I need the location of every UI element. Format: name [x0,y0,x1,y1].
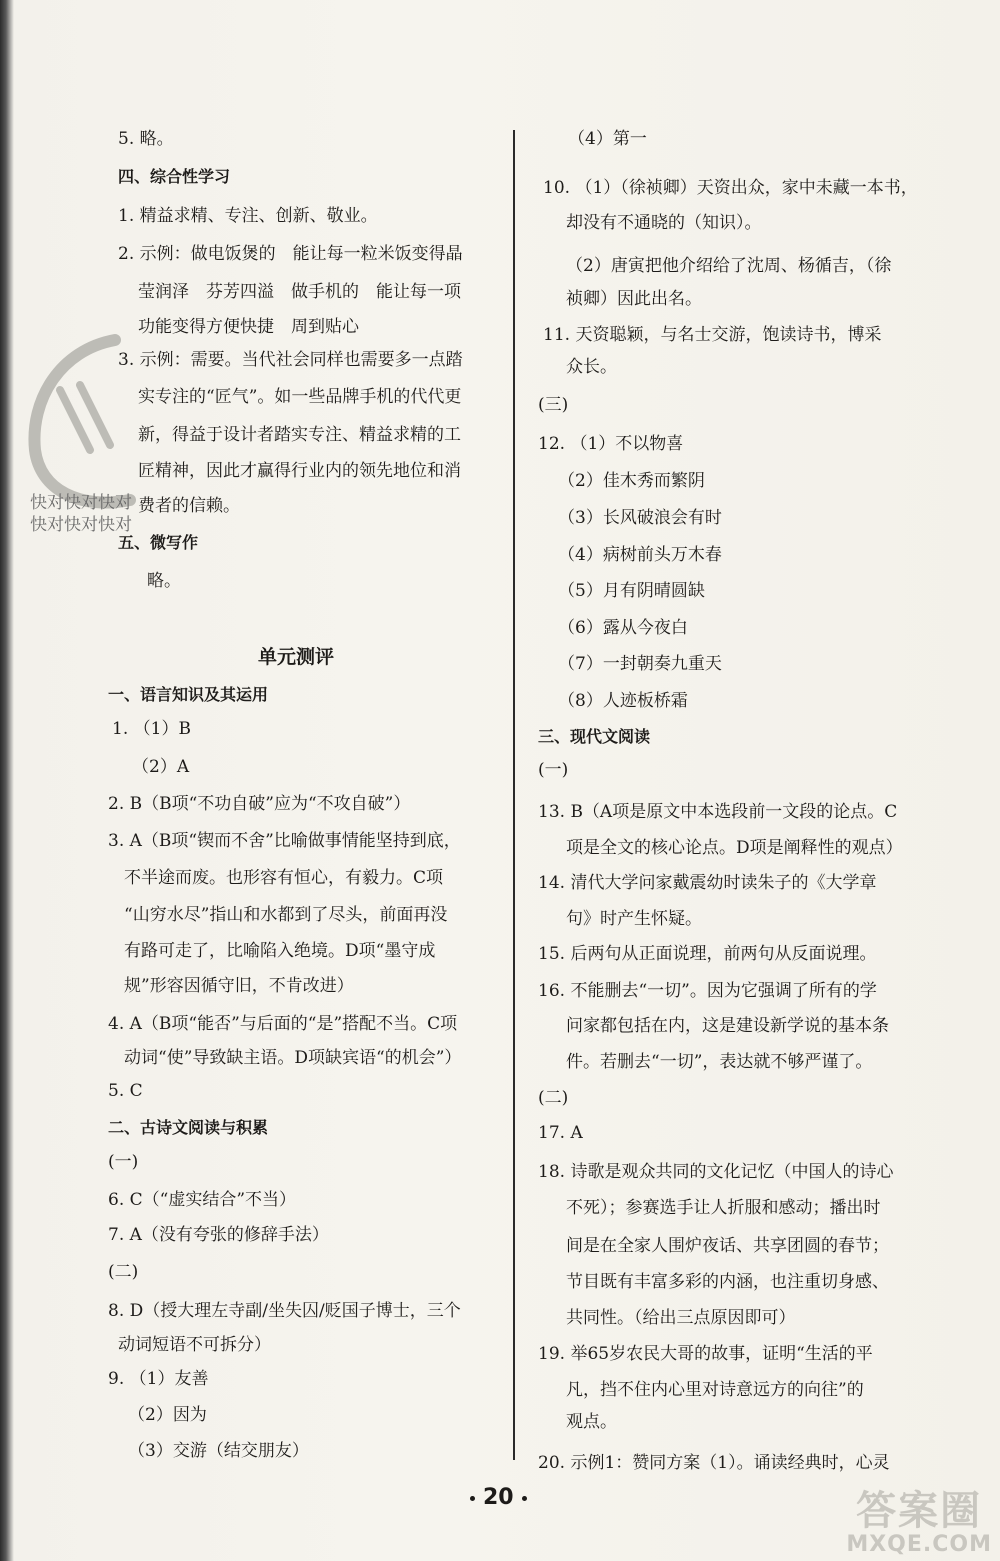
answer-line: 莹润泽 芬芳四溢 做手机的 能让每一项 [138,282,461,302]
answer-line: 动词“使”导致缺主语。D项缺宾语“的机会”） [124,1048,462,1068]
answer-line: 祯卿）因此出名。 [566,289,702,309]
answer-line: （3）长风破浪会有时 [558,508,722,528]
answer-line: 16. 不能删去“一切”。因为它强调了所有的学 [538,981,877,1001]
answer-line: 节目既有丰富多彩的内涵，也注重切身感、 [566,1272,889,1292]
answer-line: （2）A [132,757,190,777]
answer-line: 1. 精益求精、专注、创新、敬业。 [118,206,378,226]
page-number-text: 20 [483,1485,514,1510]
answer-line: 项是全文的核心论点。D项是阐释性的观点） [566,838,903,858]
answer-line: 19. 举65岁农民大哥的故事，证明“生活的平 [538,1344,873,1364]
answer-line: 规”形容因循守旧，不肯改进） [124,976,354,996]
answer-line: 匠精神，因此才赢得行业内的领先地位和消 [138,461,461,481]
answer-line: 3. A（B项“锲而不舍”比喻做事情能坚持到底， [108,831,461,851]
answer-line: 6. C（“虚实结合”不当） [108,1190,297,1210]
answer-line: 实专注的“匠气”。如一些品牌手机的代代更 [138,387,462,407]
section-heading: 四、综合性学习 [118,167,231,186]
answer-line: （6）露从今夜白 [558,618,688,638]
answer-line: 间是在全家人围炉夜话、共享团圆的春节； [566,1236,889,1256]
answer-line: 件。若删去“一切”，表达就不够严谨了。 [566,1052,873,1072]
answer-line: 众长。 [566,357,617,377]
answer-line: （4）病树前头万木春 [558,545,722,565]
answer-line: 20. 示例1：赞同方案（1）。诵读经典时，心灵 [538,1453,890,1473]
answer-line: 15. 后两句从正面说理，前两句从反面说理。 [538,944,877,964]
answer-line: 1. （1）B [112,719,191,739]
answer-line: （2）因为 [128,1405,207,1425]
answer-line: 不死）；参赛选手让人折服和感动；播出时 [566,1198,881,1218]
brand-watermark-url: MXQE.COM [846,1532,992,1557]
answer-line: 凡，挡不住内心里对诗意远方的向往”的 [566,1380,864,1400]
answer-line: 不半途而废。也形容有恒心，有毅力。C项 [124,868,444,888]
answer-line: (二) [108,1262,139,1282]
answer-line: 5. 略。 [118,129,174,149]
answer-line: (一) [108,1152,139,1172]
answer-line: （4）第一 [568,129,647,149]
answer-line: 功能变得方便快捷 周到贴心 [138,317,359,337]
answer-line: （2）佳木秀而繁阴 [558,471,705,491]
answer-line: 17. A [538,1123,583,1143]
answer-line: 9. （1）友善 [108,1369,209,1389]
answer-line: 问家都包括在内，这是建设新学说的基本条 [566,1016,889,1036]
answer-line: 14. 清代大学问家戴震幼时读朱子的《大学章 [538,873,877,893]
answer-line: 12. （1）不以物喜 [538,434,684,454]
section-heading: 五、微写作 [118,533,199,552]
column-divider [513,130,515,1460]
answer-line: 费者的信赖。 [138,496,240,516]
answer-line: 共同性。（给出三点原因即可） [566,1308,796,1328]
answer-line: (二) [538,1088,569,1108]
answer-line: “山穷水尽”指山和水都到了尽头，前面再没 [124,905,448,925]
brand-watermark [846,1489,992,1557]
answer-line: （7）一封朝奏九重天 [558,654,722,674]
brand-watermark-title: 答案圈 [856,1488,983,1534]
watermark-line-2: 快对快对快对 [30,515,132,535]
answer-line: 8. D（授大理左寺副/坐失囚/贬国子博士，三个 [108,1301,461,1321]
answer-line: (一) [538,760,569,780]
answer-line: （3）交游（结交朋友） [128,1441,309,1461]
answer-line: 动词短语不可拆分） [118,1335,271,1355]
answer-line: （8）人迹板桥霜 [558,691,688,711]
section-heading: 二、古诗文阅读与积累 [108,1118,269,1137]
answer-line: （2）唐寅把他介绍给了沈周、杨循吉，（徐 [566,256,892,276]
answer-line: 10. （1）（徐祯卿）天资出众，家中未藏一本书， [543,178,918,198]
answer-line: 新，得益于设计者踏实专注、精益求精的工 [138,425,461,445]
dot-icon [470,1496,475,1501]
page-number [462,1484,535,1512]
section-title: 单元测评 [258,646,335,668]
section-heading: 一、语言知识及其运用 [108,685,269,704]
section-heading: 三、现代文阅读 [538,727,651,746]
answer-line: 5. C [108,1081,143,1101]
answer-line: 3. 示例：需要。当代社会同样也需要多一点踏 [118,350,463,370]
answer-line: 有路可走了，比喻陷入绝境。D项“墨守成 [124,941,436,961]
answer-line: 2. B（B项“不功自破”应为“不攻自破”） [108,794,411,814]
answer-line: （5）月有阴晴圆缺 [558,581,705,601]
answer-line: 观点。 [566,1412,617,1432]
answer-line: 7. A（没有夸张的修辞手法） [108,1225,329,1245]
answer-line: 4. A（B项“能否”与后面的“是”搭配不当。C项 [108,1014,458,1034]
dot-icon [522,1496,527,1501]
answer-line: 2. 示例：做电饭煲的 能让每一粒米饭变得晶 [118,244,463,264]
answer-line: 13. B（A项是原文中本选段前一文段的论点。C [538,802,898,822]
answer-line: (三) [538,395,569,415]
answer-line: 却没有不通晓的（知识）。 [566,213,762,233]
answer-line: 11. 天资聪颖，与名士交游，饱读诗书，博采 [543,325,882,345]
answer-line: 略。 [147,571,181,591]
watermark-line-1: 快对快对快对 [30,493,132,513]
answer-line: 句》时产生怀疑。 [566,909,702,929]
answer-line: 18. 诗歌是观众共同的文化记忆（中国人的诗心 [538,1162,894,1182]
